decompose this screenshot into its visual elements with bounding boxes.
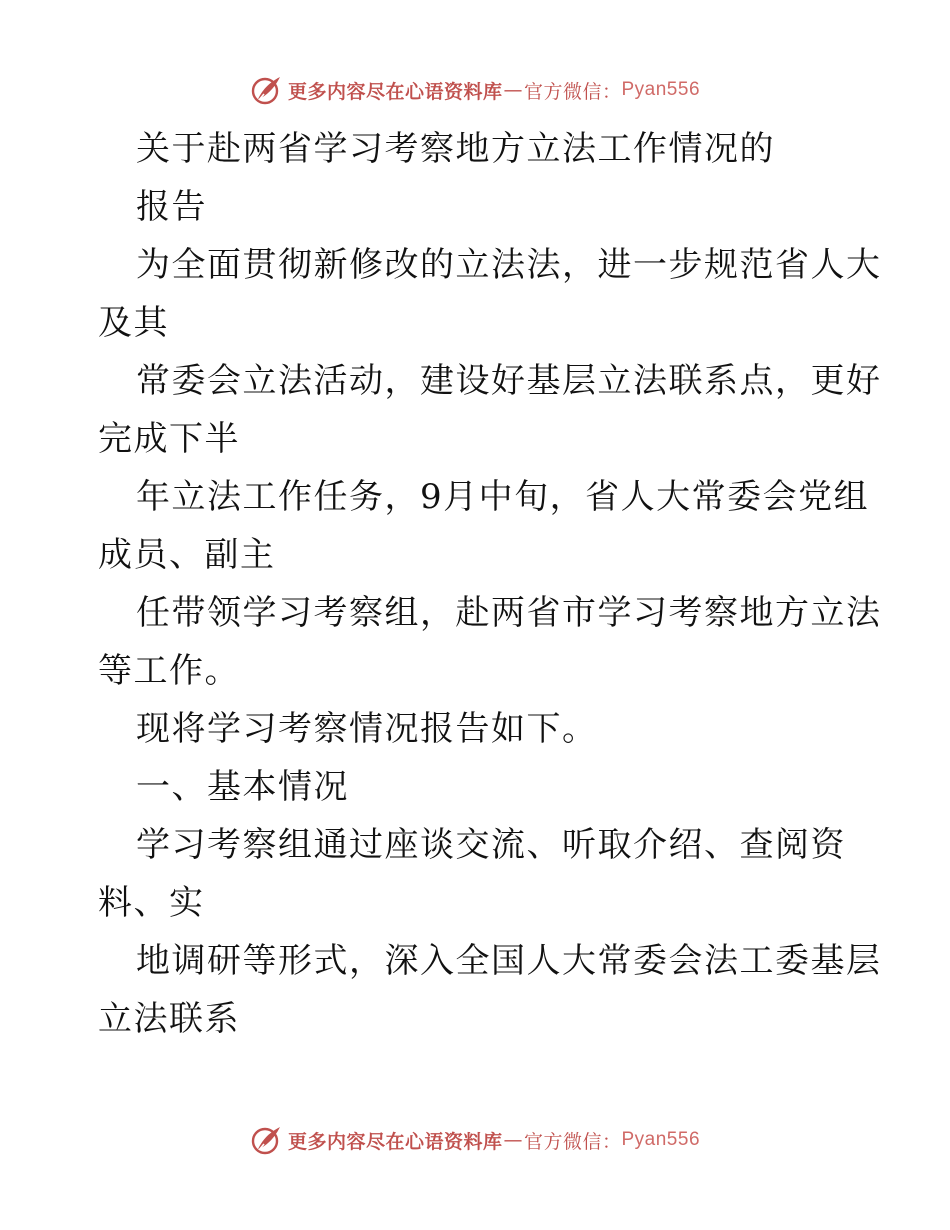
document-title-line-2: 报告	[136, 187, 207, 227]
paragraph-line: 立法联系	[98, 999, 240, 1039]
paragraph-line: 完成下半	[98, 419, 240, 459]
watermark-wechat-id: Pyan556	[621, 1129, 701, 1150]
header-watermark-banner	[0, 70, 950, 110]
quill-pen-icon	[250, 1123, 284, 1157]
paragraph-line: 等工作。	[98, 651, 240, 691]
footer-watermark-banner	[0, 1120, 950, 1160]
paragraph-line: 料、实	[98, 883, 205, 923]
watermark-sub-text: 官方微信：	[523, 80, 622, 103]
document-title-line-1: 关于赴两省学习考察地方立法工作情况的	[136, 129, 775, 169]
paragraph-line: 成员、副主	[98, 535, 276, 575]
watermark-main-text: 更多内容尽在心语资料库	[287, 80, 503, 103]
paragraph-line: 任带领学习考察组，赴两省市学习考察地方立法	[136, 593, 882, 633]
paragraph-line: 年立法工作任务，9月中旬，省人大常委会党组	[136, 477, 870, 517]
paragraph-line: 现将学习考察情况报告如下。	[136, 709, 598, 749]
paragraph-line: 常委会立法活动，建设好基层立法联系点，更好	[136, 361, 882, 401]
paragraph-line: 为全面贯彻新修改的立法法，进一步规范省人大	[136, 245, 882, 285]
watermark-sub-text: 官方微信：	[523, 1130, 622, 1153]
watermark-main-text: 更多内容尽在心语资料库	[287, 1130, 503, 1153]
quill-pen-icon	[250, 73, 284, 107]
paragraph-line: 及其	[98, 303, 169, 343]
watermark-dash: —	[503, 1129, 523, 1151]
paragraph-line: 地调研等形式，深入全国人大常委会法工委基层	[136, 941, 882, 981]
section-heading: 一、基本情况	[136, 767, 349, 807]
watermark-wechat-id: Pyan556	[621, 79, 701, 100]
watermark-dash: —	[503, 79, 523, 101]
paragraph-line: 学习考察组通过座谈交流、听取介绍、查阅资	[136, 825, 846, 865]
document-body	[98, 120, 882, 1048]
